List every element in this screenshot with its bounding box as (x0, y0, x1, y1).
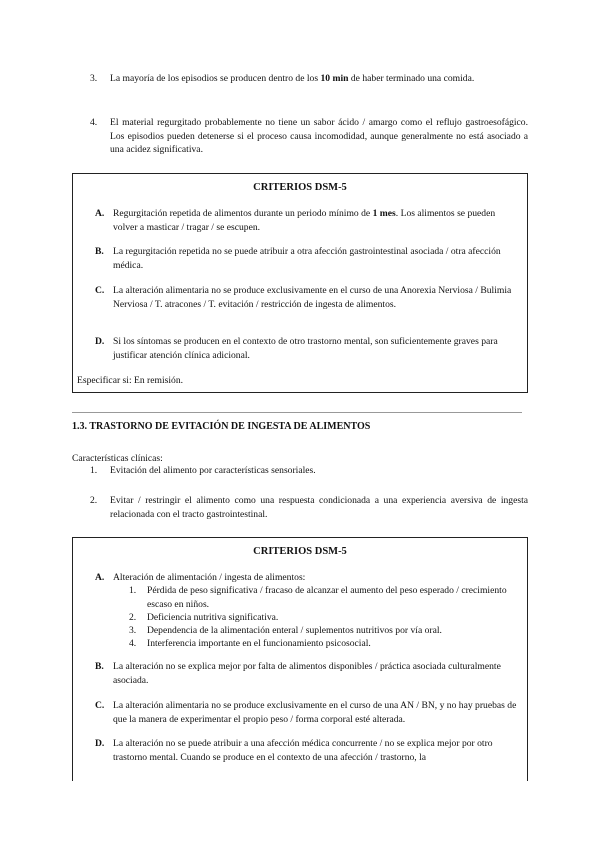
criterion-c: C. La alteración alimentaria no se produce exclusivamente en el curso de una Anorexia Nerviosa / Bulimia Nerviosa / T. atracones / T. evitación / restricción de ingesta de alimentos. (95, 285, 512, 310)
criterion-b: B. La alteración no se explica mejor por falta de alimentos disponibles / práctica asociada culturalmente asociada. (95, 661, 501, 686)
criterion-a: A. Alteración de alimentación / ingesta de alimentos: (95, 572, 306, 583)
specify-text: Especificar si: En remisión. (77, 375, 184, 386)
list-text: La mayoría de los episodios se producen dentro de los 10 min de haber terminado una comida. (110, 73, 475, 84)
list-item-1: 1. Evitación del alimento por características sensoriales. (90, 465, 316, 476)
criterion-a: A. Regurgitación repetida de alimentos durante un periodo mínimo de 1 mes. Los alimentos se pueden volver a masticar / tragar / se escupen. (95, 208, 496, 233)
list-text: El material regurgitado probablemente no tiene un sabor ácido / amargo como el reflujo gastroesofágico. Los episodios pueden detenerse si el proceso causa incomodidad, aunque generalmente no está asociado a una acidez significativa. (110, 117, 528, 155)
clinical-label: Características clínicas: (72, 453, 163, 464)
list-item-2: 2. Evitar / restringir el alimento como una respuesta condicionada a una experiencia aversiva de ingesta relacionada con el tracto gastrointestinal. (90, 495, 528, 520)
subitem-1: 1. Pérdida de peso significativa / fracaso de alcanzar el aumento del peso esperado / crecimiento escaso en niños. (129, 585, 507, 610)
subitem-4: 4. Interferencia importante en el funcionamiento psicosocial. (129, 638, 371, 649)
section-divider (72, 412, 522, 413)
subitem-3: 3. Dependencia de la alimentación enteral / suplementos nutritivos por vía oral. (129, 625, 442, 636)
list-number: 4. (90, 117, 98, 128)
list-number: 3. (90, 73, 98, 84)
subitem-2: 2. Deficiencia nutritiva significativa. (129, 612, 279, 623)
box-title: CRITERIOS DSM-5 (253, 182, 347, 193)
criterion-d: D. Si los síntomas se producen en el contexto de otro trastorno mental, son suficientemente graves para justificar atención clínica adicional. (95, 336, 498, 361)
box-title: CRITERIOS DSM-5 (253, 546, 347, 557)
section-heading: 1.3. TRASTORNO DE EVITACIÓN DE INGESTA DE ALIMENTOS (72, 421, 371, 432)
criteria-box-rumination (72, 173, 528, 393)
criteria-box-arfid (72, 537, 528, 781)
criterion-b: B. La regurgitación repetida no se puede atribuir a otra afección gastrointestinal asociada / otra afección médica. (95, 246, 501, 271)
list-item-3 (90, 72, 528, 86)
criterion-d: D. La alteración no se puede atribuir a una afección médica concurrente / no se explica mejor por otro trastorno mental. Cuando se produce en el contexto de una afección / trastorno, la (95, 738, 493, 763)
criterion-c: C. La alteración alimentaria no se produce exclusivamente en el curso de una AN / BN, y no hay pruebas de que la manera de experimentar el propio peso / forma corporal esté alterada. (95, 700, 517, 725)
list-item-4 (90, 116, 528, 157)
